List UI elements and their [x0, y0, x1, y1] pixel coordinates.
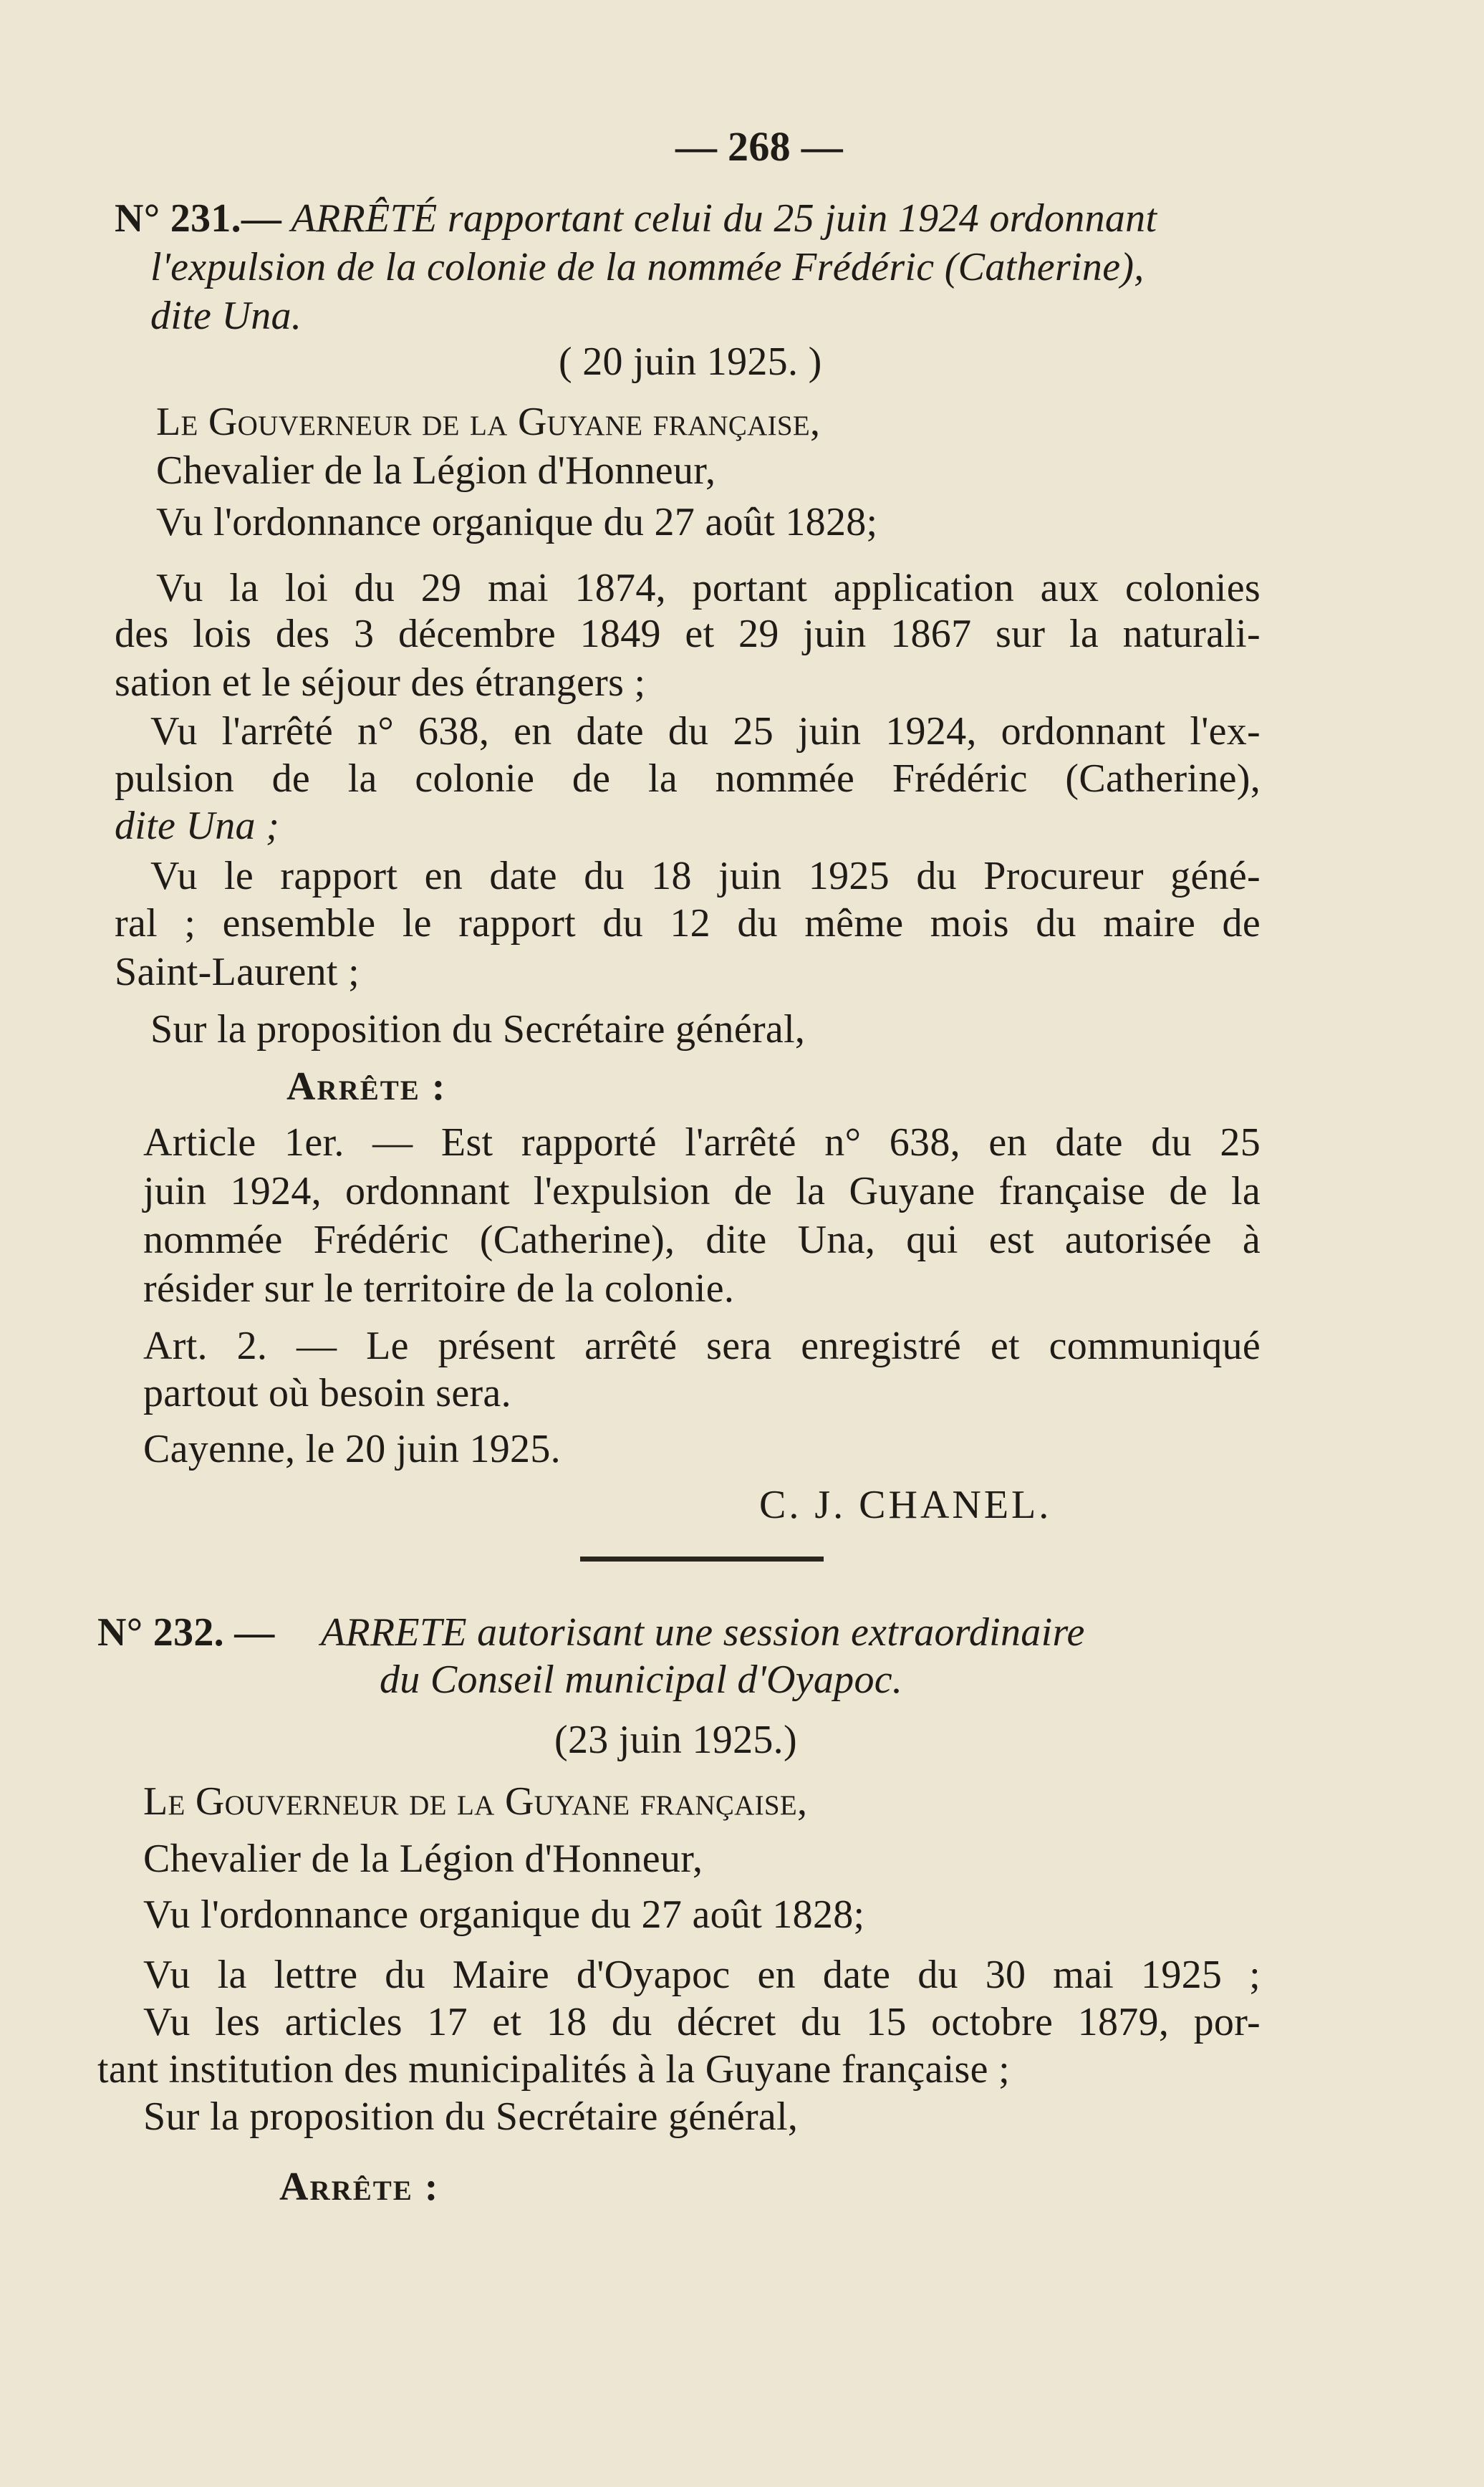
decree-231-article-line-6: partout où besoin sera.: [143, 1371, 511, 1415]
decree-231-line-5: des lois des 3 décembre 1849 et 29 juin 1867 sur la naturali-: [115, 612, 1261, 656]
decree-231-line-12: Saint-Laurent ;: [115, 950, 360, 994]
decree-231-arrete: Arrête :: [286, 1064, 447, 1109]
decree-231-date: ( 20 juin 1925. ): [559, 340, 822, 384]
decree-232-line-1: Le Gouverneur de la Guyane française,: [143, 1779, 808, 1824]
decree-231-article-line-2: juin 1924, ordonnant l'expulsion de la Guyane française de la: [143, 1169, 1261, 1213]
section-divider: [580, 1557, 824, 1562]
decree-231-title-part-1: ARRÊTÉ rapportant celui du 25 juin 1924 ordonnant: [281, 196, 1157, 241]
decree-231-article-line-7: Cayenne, le 20 juin 1925.: [143, 1427, 561, 1471]
decree-231-line-3: Vu l'ordonnance organique du 27 août 1828;: [156, 500, 878, 544]
decree-231-article-line-3: nommée Frédéric (Catherine), dite Una, qui est autorisée à: [143, 1218, 1261, 1262]
decree-232-line-3: Vu l'ordonnance organique du 27 août 1828;: [143, 1892, 865, 1937]
decree-231-line-11: ral ; ensemble le rapport du 12 du même mois du maire de: [115, 901, 1261, 946]
decree-232-number: N° 232. —: [97, 1610, 275, 1655]
decree-232-line-5: Vu les articles 17 et 18 du décret du 15 octobre 1879, por-: [143, 2000, 1261, 2044]
decree-232-line-7: Sur la proposition du Secrétaire général,: [143, 2094, 799, 2139]
decree-231-title-line-1: [115, 195, 1157, 242]
decree-232-date: (23 juin 1925.): [554, 1718, 797, 1762]
decree-231-title-line-2: l'expulsion de la colonie de la nommée Frédéric (Catherine),: [150, 245, 1145, 289]
page-number: — 268 —: [675, 123, 844, 170]
decree-231-line-1: Le Gouverneur de la Guyane française,: [156, 400, 821, 444]
decree-231-line-10: Vu le rapport en date du 18 juin 1925 du Procureur géné-: [150, 854, 1261, 898]
decree-232-arrete: Arrête :: [279, 2165, 440, 2209]
decree-232-title-part-1: ARRETE autorisant une session extraordinaire: [320, 1610, 1085, 1655]
decree-231-line-13: Sur la proposition du Secrétaire général,: [150, 1007, 806, 1052]
decree-231-line-7: Vu l'arrêté n° 638, en date du 25 juin 1924, ordonnant l'ex-: [150, 709, 1261, 754]
decree-231-article-line-1: Article 1er. — Est rapporté l'arrêté n° 638, en date du 25: [143, 1120, 1261, 1165]
decree-231-number: N° 231.—: [115, 196, 282, 241]
decree-231-signature: C. J. CHANEL.: [759, 1483, 1052, 1527]
decree-231-line-6: sation et le séjour des étrangers ;: [115, 660, 646, 705]
decree-231-article-line-5: Art. 2. — Le présent arrêté sera enregistré et communiqué: [143, 1324, 1261, 1368]
decree-232-line-2: Chevalier de la Légion d'Honneur,: [143, 1837, 703, 1881]
decree-231-line-2: Chevalier de la Légion d'Honneur,: [156, 448, 716, 493]
decree-232-title-line-1: [97, 1609, 1085, 1656]
decree-232-line-6: tant institution des municipalités à la Guyane française ;: [97, 2047, 1010, 2092]
decree-231-line-8: pulsion de la colonie de la nommée Frédéric (Catherine),: [115, 756, 1261, 801]
decree-231-line-4: Vu la loi du 29 mai 1874, portant application aux colonies: [156, 566, 1261, 610]
decree-231-title-line-3: dite Una.: [150, 294, 302, 338]
decree-231-article-line-4: résider sur le territoire de la colonie.: [143, 1266, 735, 1311]
decree-232-title-line-2: du Conseil municipal d'Oyapoc.: [380, 1658, 903, 1702]
decree-232-line-4: Vu la lettre du Maire d'Oyapoc en date du 30 mai 1925 ;: [143, 1953, 1261, 1997]
decree-231-line-9: dite Una ;: [115, 804, 280, 848]
